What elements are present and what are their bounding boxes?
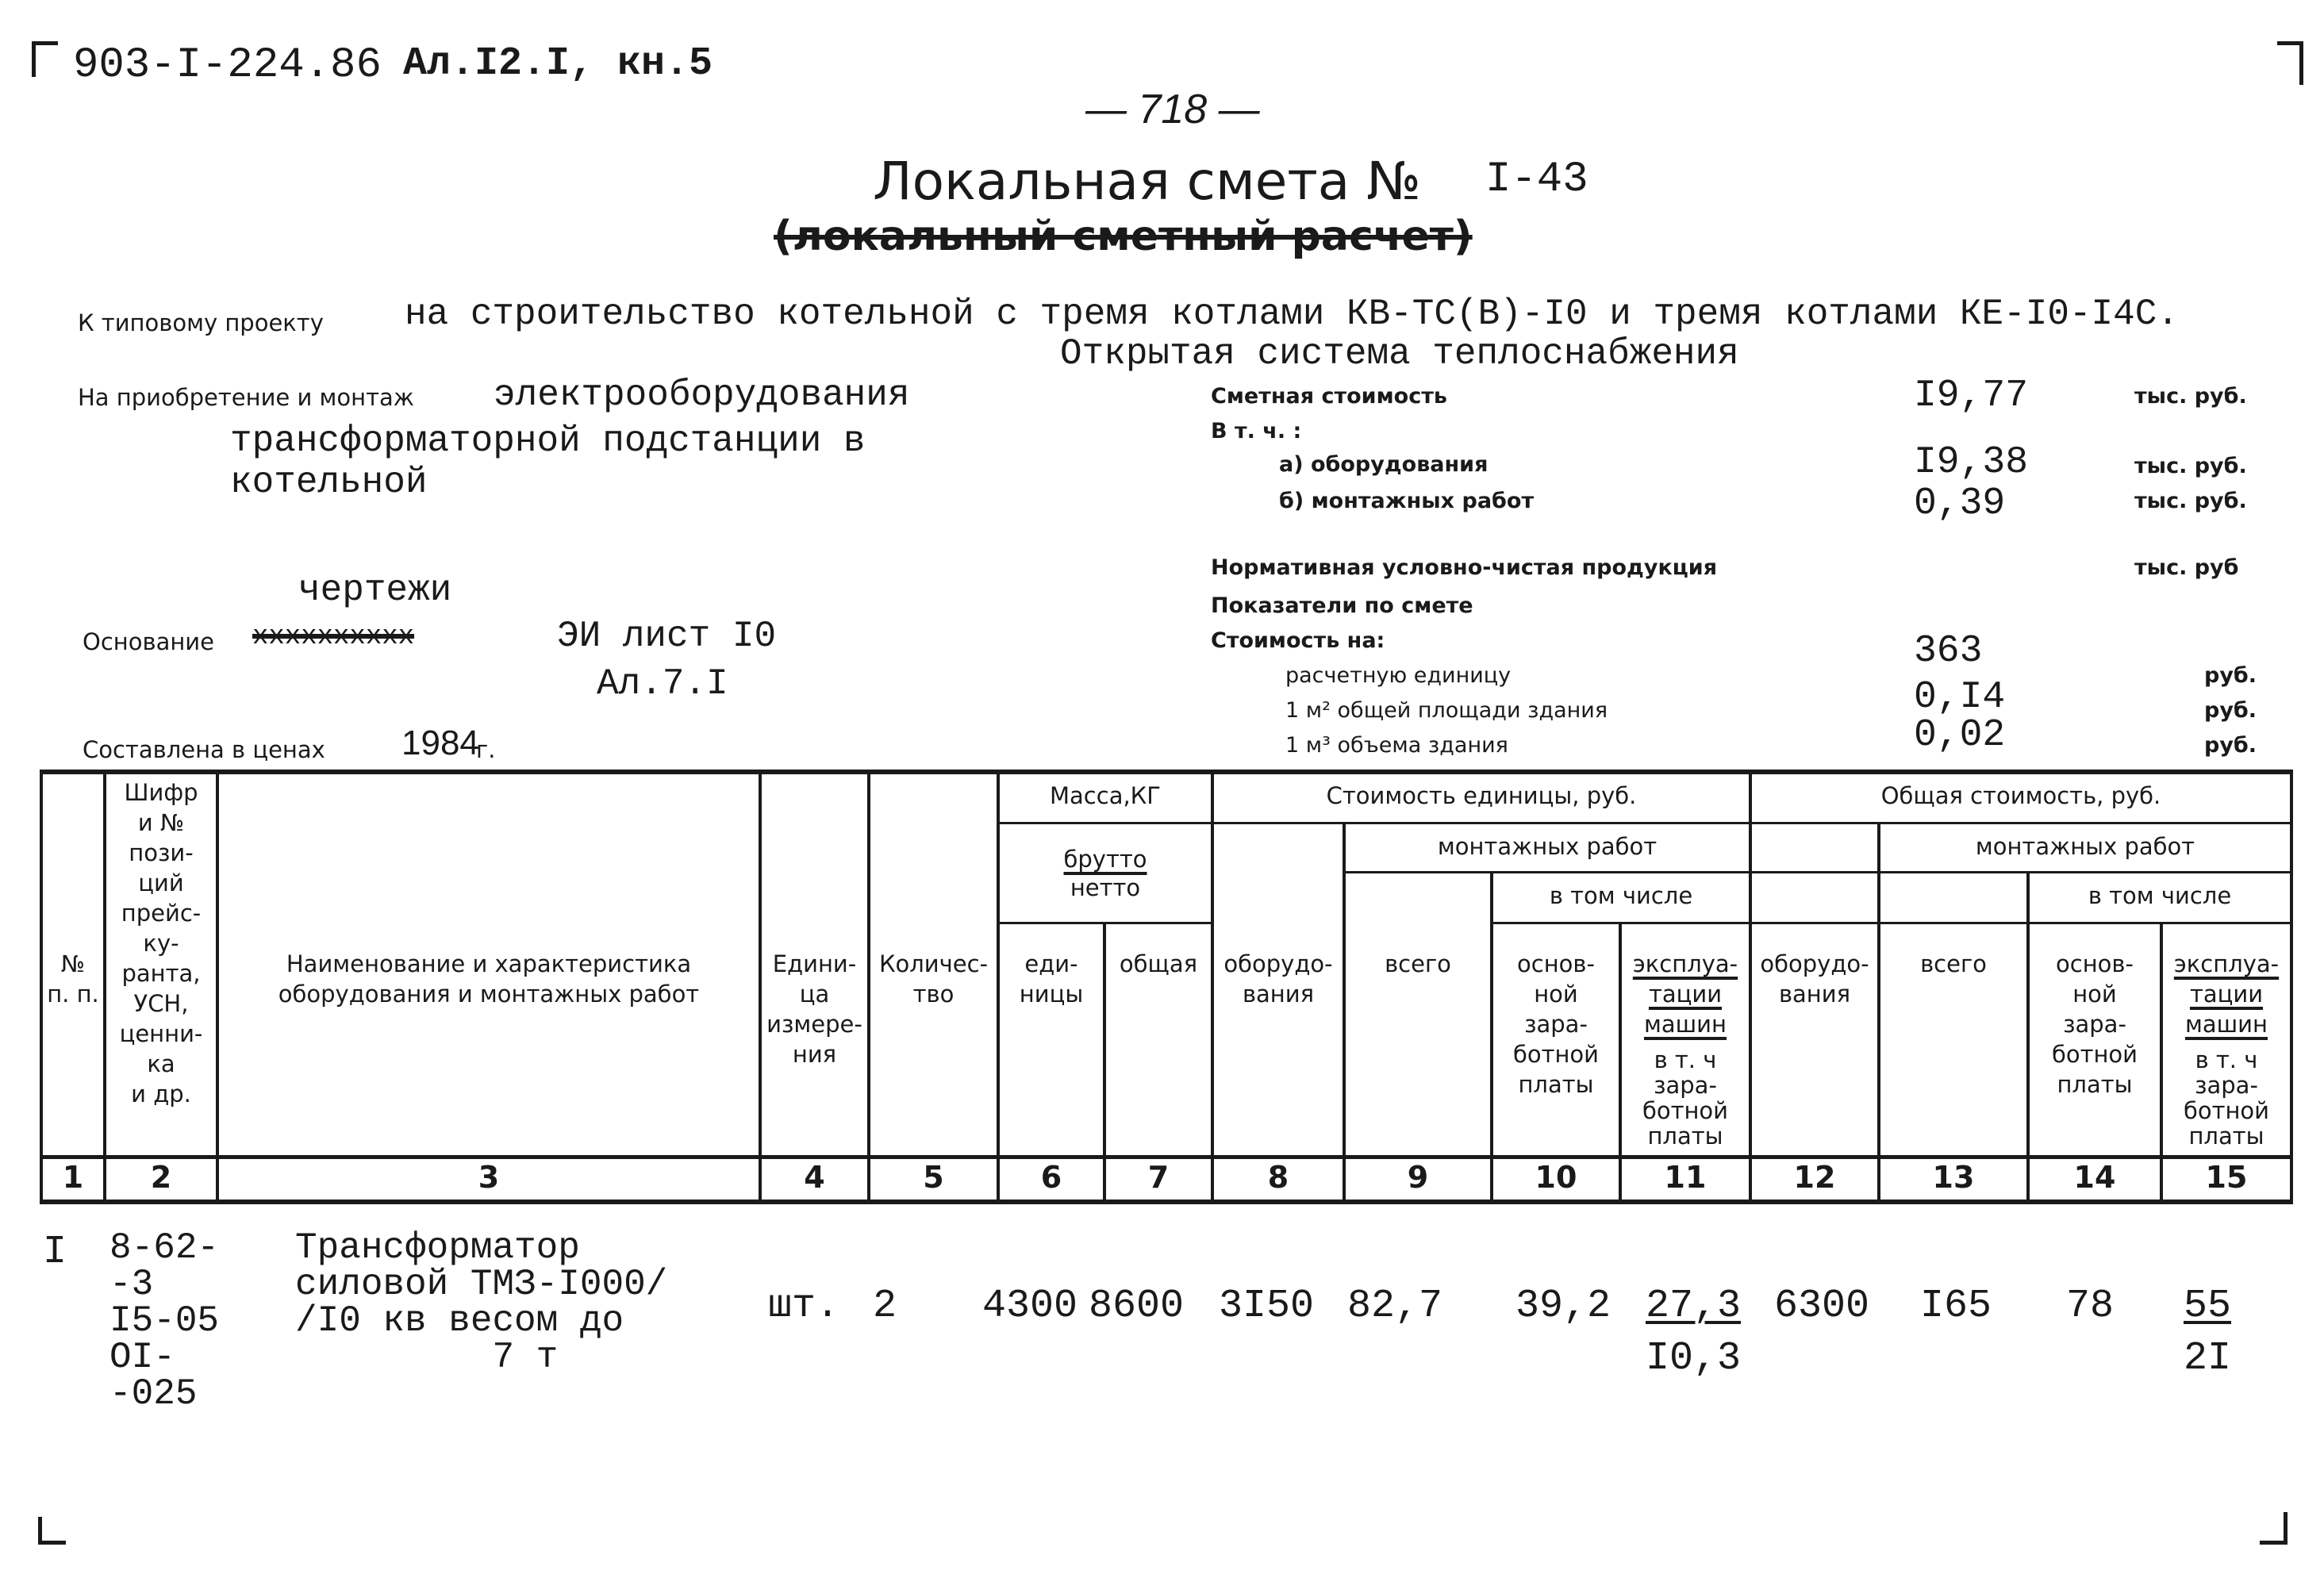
row-equipment-unit: 3I50 — [1219, 1284, 1315, 1329]
prices-year: 1984 — [401, 724, 479, 762]
prices-suffix: г. — [476, 736, 496, 763]
col-header-number: № п. п. — [47, 950, 99, 1008]
col-header-total-wages: основ- ной зара- ботной платы — [2051, 950, 2138, 1098]
basis-struck-word: xxxxxxxxxx — [252, 622, 415, 652]
purpose-line1: электрооборудования — [494, 374, 910, 416]
purpose-line2: трансформаторной подстанции в — [230, 420, 866, 462]
col-number: 5 — [923, 1160, 944, 1195]
col-number: 3 — [478, 1160, 500, 1195]
purpose-label: На приобретение и монтаж — [78, 384, 414, 411]
basis-label: Основание — [83, 628, 214, 655]
purpose-line3: котельной — [230, 462, 428, 503]
col-header-code: Шифр и № пози- ций прейс- ку- ранта, УСН, ценни- ка и др. — [119, 779, 203, 1107]
installation-value: 0,39 — [1914, 482, 2006, 525]
row-number: I — [43, 1230, 67, 1275]
equipment-unit: тыс. руб. — [2134, 454, 2247, 478]
col-header-unit: Едини- ца измере- ния — [766, 950, 862, 1068]
row-unit: шт. — [768, 1284, 840, 1329]
col-number: 11 — [1664, 1160, 1707, 1195]
col-header-unit-cost: Стоимость единицы, руб. — [1326, 782, 1637, 809]
col-number: 14 — [2073, 1160, 2116, 1195]
col-header-unit-machines-wages: в т. ч зара- ботной платы — [1642, 1046, 1729, 1150]
installation-unit: тыс. руб. — [2134, 489, 2247, 513]
area-cost-value: 0,I4 — [1914, 676, 2006, 719]
col-header-total-incl: в том числе — [2088, 882, 2232, 909]
table-col-line — [1343, 822, 1346, 1203]
corner-mark-top-right — [2277, 41, 2303, 85]
col-header-total-install: монтажных работ — [1975, 833, 2195, 860]
indicators-label: Показатели по смете — [1211, 593, 1473, 618]
project-description-line2: Открытая система теплоснабжения — [1060, 333, 1739, 374]
area-cost-unit: руб. — [2204, 698, 2257, 723]
unit-cost-label: расчетную единицу — [1285, 663, 1512, 688]
corner-mark-bottom-right — [2260, 1512, 2288, 1545]
col-header-unit-install: монтажных работ — [1437, 833, 1658, 860]
page-subtitle-struck: (локальный сметный расчет) — [774, 213, 1473, 260]
col-header-mass: Масса,КГ — [1050, 782, 1161, 809]
page-number: — 718 — — [1085, 86, 1260, 132]
col-header-brutto: брутто — [1063, 846, 1147, 873]
col-number: 6 — [1040, 1160, 1062, 1195]
col-header-unit-install-all: всего — [1385, 950, 1451, 977]
including-label: В т. ч. : — [1211, 419, 1302, 443]
col-header-mass-total: общая — [1119, 950, 1198, 977]
basis-handwritten: чертежи — [298, 570, 452, 611]
volume-cost-value: 0,02 — [1914, 714, 2006, 757]
row-mass-unit: 4300 — [982, 1284, 1078, 1329]
table-header-bottom — [40, 1155, 2293, 1159]
volume-cost-label: 1 м³ объема здания — [1285, 733, 1508, 758]
col-header-total-machines: эксплуа- тации машин — [2173, 950, 2280, 1038]
row-machines-wages-total: 2I — [2184, 1336, 2232, 1381]
unit-cost-unit: руб. — [2204, 663, 2257, 688]
corner-mark-bottom-left — [38, 1517, 66, 1545]
col-number: 7 — [1147, 1160, 1170, 1195]
col-header-unit-incl: в том числе — [1549, 882, 1693, 909]
project-description: на строительство котельной с тремя котлами КВ-ТС(В)-I0 и тремя котлами КЕ-I0-I4С. — [405, 294, 2179, 335]
table-col-line — [2290, 770, 2293, 1203]
row-quantity: 2 — [873, 1284, 897, 1329]
col-header-netto: нетто — [1070, 874, 1141, 901]
col-header-name: Наименование и характеристика оборудования и монтажных работ — [278, 950, 700, 1008]
row-install-total: I65 — [1920, 1284, 1992, 1329]
col-header-quantity: Количес- тво — [878, 950, 989, 1008]
row-machines-unit: 27,3 — [1646, 1284, 1742, 1329]
col-number: 4 — [804, 1160, 825, 1195]
installation-label: б) монтажных работ — [1279, 489, 1535, 513]
row-wages-unit: 39,2 — [1515, 1284, 1611, 1329]
basis-value-line1: ЭИ лист I0 — [557, 616, 777, 657]
normative-label: Нормативная условно-чистая продукция — [1211, 555, 1718, 580]
equipment-label: а) оборудования — [1279, 452, 1489, 477]
normative-unit: тыс. руб — [2134, 555, 2239, 580]
estimate-number: I-43 — [1485, 155, 1588, 204]
row-machines-total: 55 — [2184, 1284, 2232, 1329]
table-col-line — [1877, 822, 1880, 1203]
estimated-cost-value: I9,77 — [1914, 374, 2029, 417]
table-top-border — [40, 770, 2293, 774]
col-header-total-install-all: всего — [1920, 950, 1987, 977]
row-code: 8-62- -3 I5-05 OI- -025 — [109, 1227, 220, 1415]
estimated-cost-unit: тыс. руб. — [2134, 384, 2247, 409]
col-header-total-equipment: оборудо- вания — [1760, 950, 1869, 1008]
project-label: К типовому проекту — [78, 309, 324, 336]
corner-mark-top-left — [32, 41, 58, 77]
col-number: 13 — [1932, 1160, 1975, 1195]
page-title: Локальная смета № — [873, 151, 1421, 212]
unit-cost-value: 363 — [1914, 630, 1983, 673]
col-header-total-cost: Общая стоимость, руб. — [1880, 782, 2161, 809]
prices-label: Составлена в ценах — [83, 736, 325, 763]
estimated-cost-label: Сметная стоимость — [1211, 384, 1447, 409]
equipment-value: I9,38 — [1914, 441, 2029, 484]
col-header-mass-unit: еди- ницы — [1019, 950, 1084, 1008]
row-install-unit: 82,7 — [1347, 1284, 1443, 1329]
row-wages-total: 78 — [2066, 1284, 2115, 1329]
cost-per-label: Стоимость на: — [1211, 628, 1385, 653]
table-line-h3b — [1000, 922, 1212, 924]
col-number: 12 — [1793, 1160, 1836, 1195]
row-equipment-total: 6300 — [1774, 1284, 1870, 1329]
row-name: Трансформатор силовой ТМЗ-I000/ /I0 кв весом до 7 т — [295, 1227, 668, 1378]
col-header-unit-machines: эксплуа- тации машин — [1632, 950, 1738, 1038]
col-number: 1 — [62, 1160, 84, 1195]
document-code: 903-I-224.86 — [73, 41, 382, 90]
col-header-unit-wages: основ- ной зара- ботной платы — [1512, 950, 1600, 1098]
volume-cost-unit: руб. — [2204, 733, 2257, 758]
col-header-unit-equipment: оборудо- вания — [1223, 950, 1333, 1008]
table-numbers-bottom — [40, 1200, 2293, 1204]
col-header-total-machines-wages: в т. ч зара- ботной платы — [2183, 1046, 2270, 1150]
col-number: 8 — [1267, 1160, 1289, 1195]
col-number: 2 — [150, 1160, 172, 1195]
row-mass-total: 8600 — [1089, 1284, 1185, 1329]
table-line-h1 — [1000, 822, 2293, 824]
table-line-h3 — [1492, 922, 2293, 924]
col-number: 9 — [1407, 1160, 1429, 1195]
album-reference: Ал.I2.I, кн.5 — [403, 41, 713, 86]
table-line-h2 — [1345, 871, 2293, 873]
col-number: 10 — [1535, 1160, 1577, 1195]
area-cost-label: 1 м² общей площади здания — [1285, 698, 1608, 723]
basis-value-line2: Ал.7.I — [597, 663, 728, 704]
row-machines-wages-unit: I0,3 — [1646, 1336, 1742, 1381]
col-number: 15 — [2205, 1160, 2248, 1195]
